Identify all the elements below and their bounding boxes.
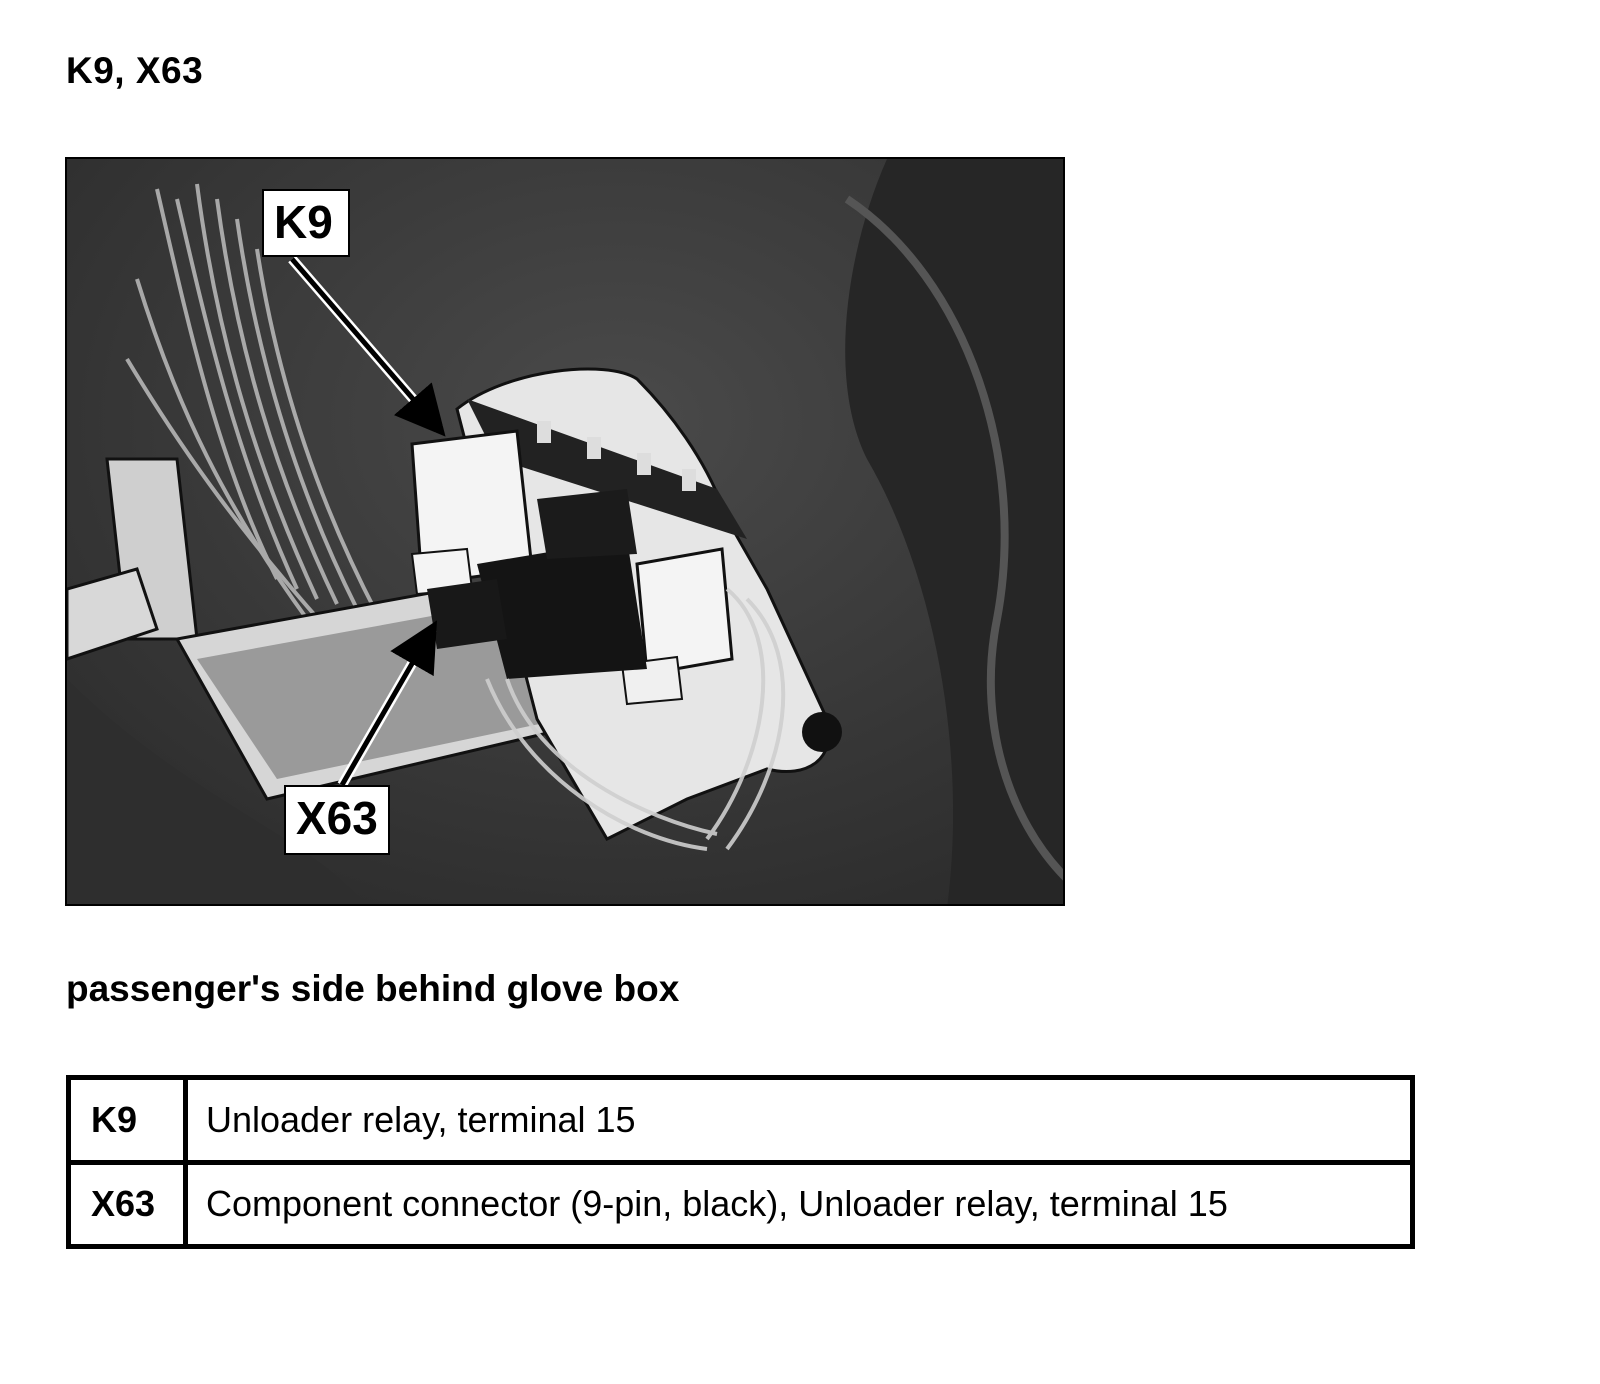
- callout-k9-label: K9: [262, 189, 350, 257]
- component-code: X63: [69, 1162, 186, 1247]
- component-description: Component connector (9-pin, black), Unloader relay, terminal 15: [186, 1162, 1413, 1247]
- table-row: [69, 1162, 1413, 1247]
- photo-illustration: [67, 159, 1065, 906]
- component-legend-table: [66, 1075, 1415, 1249]
- callout-x63-label: X63: [284, 785, 390, 855]
- page-title: K9, X63: [66, 50, 204, 91]
- component-description: Unloader relay, terminal 15: [186, 1078, 1413, 1163]
- location-caption: passenger's side behind glove box: [66, 968, 680, 1009]
- component-location-photo: [65, 157, 1065, 906]
- component-code: K9: [69, 1078, 186, 1163]
- table-row: [69, 1078, 1413, 1163]
